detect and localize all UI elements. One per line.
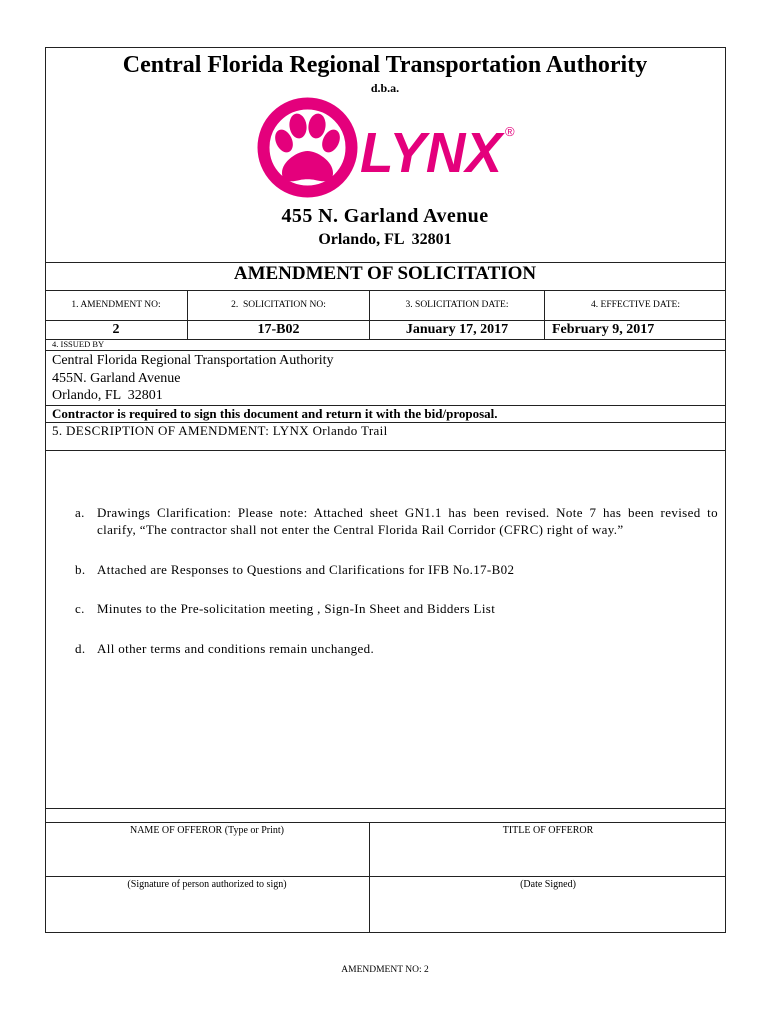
contractor-notice: Contractor is required to sign this document and return it with the bid/proposal.: [52, 406, 498, 421]
amendment-fields-table: [45, 290, 726, 339]
effective-date-value: February 9, 2017: [545, 320, 726, 339]
issued-by-line: 455N. Garland Avenue: [52, 370, 181, 386]
item-text: [97, 600, 718, 617]
list-item: [75, 600, 718, 617]
logo-wordmark: LYNX: [360, 121, 505, 185]
issued-by-address: [52, 352, 334, 405]
signature-table: [45, 822, 726, 932]
paw-pad: [282, 151, 333, 181]
solicitation-date-value: January 17, 2017: [370, 320, 545, 339]
organization-title: Central Florida Regional Transportation Authority: [122, 52, 648, 78]
amendment-items-list: [75, 504, 718, 679]
divider: [45, 808, 726, 809]
issued-by-label: 4. ISSUED BY: [52, 339, 105, 349]
header-address-street: 455 N. Garland Avenue: [281, 205, 489, 227]
form-title: AMENDMENT OF SOLICITATION: [233, 263, 537, 284]
item-line: Attached are Responses to Questions and Clarifications for IFB No.17-B02: [97, 561, 515, 577]
item-text: [97, 640, 718, 657]
offeror-name-label: NAME OF OFFEROR (Type or Print): [129, 825, 285, 836]
signature-label: (Signature of person authorized to sign): [127, 879, 287, 890]
registered-mark: ®: [505, 124, 515, 139]
divider: [45, 450, 726, 451]
paw-toe: [288, 112, 308, 139]
lynx-logo: [255, 95, 517, 203]
amendment-no-value: 2: [45, 320, 188, 339]
date-signed-label: (Date Signed): [520, 879, 576, 890]
solicitation-no-header: 2. SOLICITATION NO:: [188, 290, 370, 320]
item-text: [97, 504, 718, 538]
item-marker: c.: [75, 601, 85, 616]
item-line: All other terms and conditions remain unchanged.: [97, 640, 375, 656]
issued-by-line: Orlando, FL 32801: [52, 388, 163, 403]
amendment-no-header: 1. AMENDMENT NO:: [45, 290, 188, 320]
list-item: [75, 640, 718, 657]
offeror-title-field[interactable]: [370, 822, 726, 877]
item-marker: d.: [75, 640, 86, 656]
signature-field[interactable]: [45, 877, 370, 932]
offeror-title-label: TITLE OF OFFEROR: [502, 825, 594, 836]
description-label: 5. DESCRIPTION OF AMENDMENT: LYNX Orlando Trail: [52, 423, 388, 438]
effective-date-header: 4. EFFECTIVE DATE:: [591, 300, 680, 310]
list-item: [75, 504, 718, 538]
item-marker: a.: [75, 505, 85, 520]
item-marker: b.: [75, 561, 86, 577]
dba-label: d.b.a.: [370, 81, 400, 95]
page-footer: AMENDMENT NO: 2: [341, 965, 429, 975]
issued-by-line: Central Florida Regional Transportation Authority: [52, 353, 334, 368]
item-text: [97, 561, 718, 578]
solicitation-no-value: 17-B02: [188, 320, 370, 339]
date-signed-field[interactable]: [370, 877, 726, 932]
header-address-city: Orlando, FL 32801: [318, 231, 452, 248]
divider: [45, 350, 726, 351]
item-line: clarify, “The contractor shall not enter the Central Florida Rail Corridor (CFRC) right of way.”: [97, 522, 624, 537]
list-item: [75, 561, 718, 578]
solicitation-date-header: 3. SOLICITATION DATE:: [370, 290, 545, 320]
paw-toe: [307, 112, 327, 139]
paw-icon: [272, 112, 344, 181]
offeror-name-field[interactable]: [45, 822, 370, 877]
item-line: Drawings Clarification: Please note: Attached sheet GN1.1 has been revised. Note 7 has been revised to: [97, 505, 718, 520]
divider: [45, 339, 726, 340]
item-line: Minutes to the Pre-solicitation meeting , Sign-In Sheet and Bidders List: [97, 601, 496, 616]
